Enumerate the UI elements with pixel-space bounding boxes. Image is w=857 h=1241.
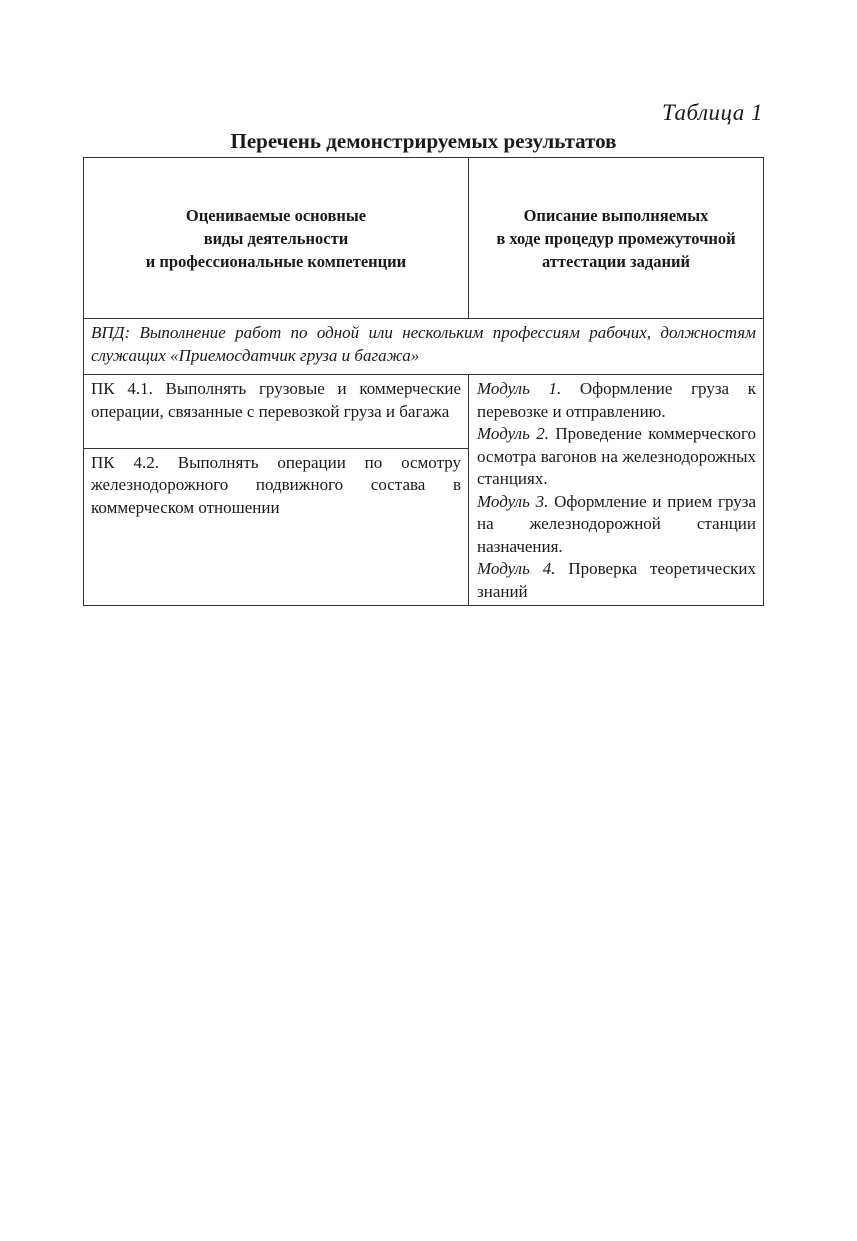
header-right-line-3: аттестации заданий: [541, 251, 691, 271]
vpd-text: ВПД: Выполнение работ по одной или нескольким профессиям рабочих, должностям служащих «Приемосдатчик груза и багажа»: [91, 323, 756, 365]
modules-cell: [469, 375, 764, 606]
header-right-line-1: Описание выполняемых: [523, 205, 709, 225]
table-header-row: [84, 158, 764, 319]
table-title: Перечень демонстрируемых результатов: [230, 129, 617, 153]
vpd-cell: [84, 319, 764, 375]
header-cell-tasks: [469, 158, 764, 319]
module-1: Модуль 1. Оформление груза к перевозке и отправлению.: [477, 379, 756, 421]
competency-text: ПК 4.1. Выполнять грузовые и коммерческие операции, связанные с перевозкой груза и багажа: [91, 379, 461, 421]
header-left-line-3: и профессиональные компетенции: [145, 251, 407, 271]
header-left-line-2: виды деятельности: [203, 228, 349, 248]
module-4: Модуль 4. Проверка теоретических знаний: [477, 559, 756, 601]
header-left-line-1: Оцениваемые основные: [185, 205, 367, 225]
table-number-label: Таблица 1: [661, 100, 763, 125]
competency-text: ПК 4.2. Выполнять операции по осмотру железнодорожного подвижного состава в коммерческом отношении: [91, 452, 461, 517]
header-right-line-2: в ходе процедур промежуточной: [496, 228, 736, 248]
module-3: Модуль 3. Оформление и прием груза на железнодорожной станции назначения.: [477, 491, 757, 556]
vpd-row: [84, 319, 764, 375]
table-row: [84, 375, 764, 449]
module-2: Модуль 2. Проведение коммерческого осмотра вагонов на железнодорожных станциях.: [477, 424, 756, 488]
competency-cell-pk42: [84, 448, 469, 605]
competency-cell-pk41: [84, 375, 469, 449]
results-table: [83, 157, 764, 606]
header-cell-competencies: [84, 158, 469, 319]
